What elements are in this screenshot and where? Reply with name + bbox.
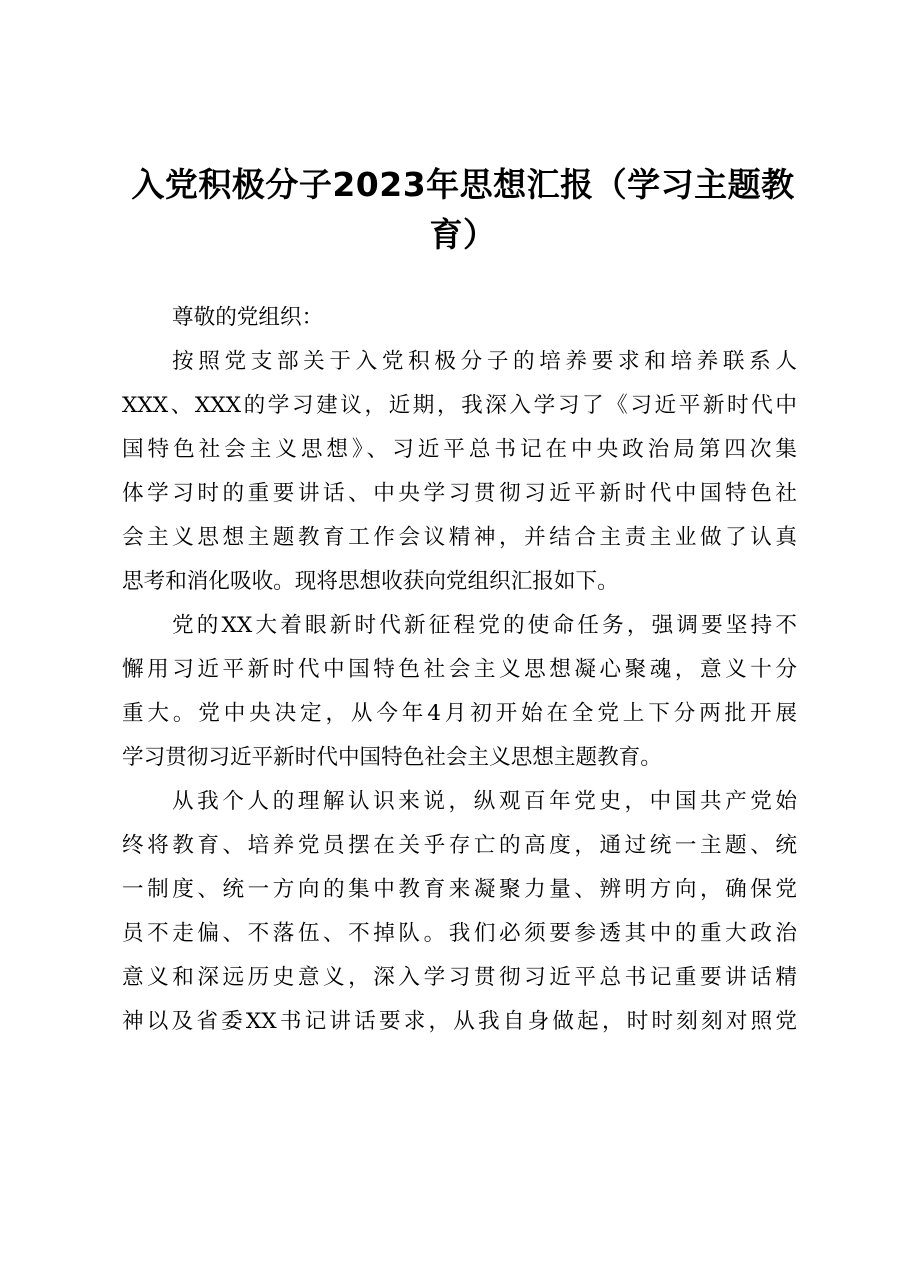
paragraph-line: 神以及省委XX书记讲话要求，从我自身做起，时时刻刻对照党 — [122, 1009, 797, 1034]
paragraph-line: 国特色社会主义思想》、习近平总书记在中央政治局第四次集 — [122, 437, 797, 462]
paragraph-line: 按照党支部关于入党积极分子的培养要求和培养联系人 — [172, 349, 797, 374]
paragraph-line: 学习贯彻习近平新时代中国特色社会主义思想主题教育。 — [122, 745, 662, 770]
paragraph-line: 员不走偏、不落伍、不掉队。我们必须要参透其中的重大政治 — [122, 921, 797, 946]
paragraph-1 — [122, 340, 797, 604]
document-body — [122, 296, 797, 1044]
paragraph-line: 从我个人的理解认识来说，纵观百年党史，中国共产党始 — [172, 789, 797, 814]
salutation: 尊敬的党组织： — [172, 305, 324, 330]
paragraph-line: 重大。党中央决定，从今年4月初开始在全党上下分两批开展 — [122, 701, 797, 726]
paragraph-line: 党的XX大着眼新时代新征程党的使命任务，强调要坚持不 — [172, 613, 797, 638]
paragraph-line: 体学习时的重要讲话、中央学习贯彻习近平新时代中国特色社 — [122, 481, 797, 506]
paragraph-line: 意义和深远历史意义，深入学习贯彻习近平总书记重要讲话精 — [122, 965, 797, 990]
document-title: 入党积极分子2023年思想汇报（学习主题教育） — [131, 165, 795, 254]
paragraph-2 — [122, 604, 797, 780]
paragraph-3 — [122, 780, 797, 1044]
paragraph-line: 一制度、统一方向的集中教育来凝聚力量、辨明方向，确保党 — [122, 877, 797, 902]
paragraph-line: 会主义思想主题教育工作会议精神，并结合主责主业做了认真 — [122, 525, 797, 550]
paragraph-line: 懈用习近平新时代中国特色社会主义思想凝心聚魂，意义十分 — [122, 657, 797, 682]
paragraph-line: 终将教育、培养党员摆在关乎存亡的高度，通过统一主题、统 — [122, 833, 797, 858]
paragraph-line: XXX、XXX的学习建议，近期，我深入学习了《习近平新时代中 — [122, 393, 797, 418]
paragraph-line: 思考和消化吸收。现将思想收获向党组织汇报如下。 — [122, 569, 619, 594]
